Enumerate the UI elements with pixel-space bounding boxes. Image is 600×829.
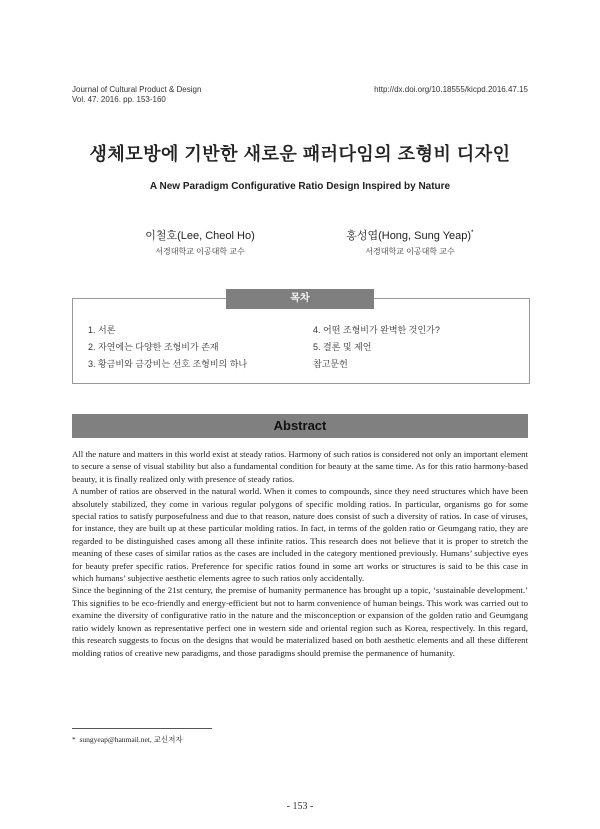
toc-item: 참고문헌 xyxy=(313,359,348,369)
paper-title-english: A New Paradigm Configurative Ratio Design Inspired by Nature xyxy=(149,181,451,192)
page-number: - 153 - xyxy=(286,801,314,812)
toc-item: 5. 결론 및 제언 xyxy=(313,342,372,352)
toc-heading: 목차 xyxy=(226,289,374,309)
toc-item: 3. 황금비와 금강비는 선호 조형비의 하나 xyxy=(88,359,248,369)
toc-item: 2. 자연에는 다양한 조형비가 존재 xyxy=(88,342,219,352)
author-2-name: 홍성엽(Hong, Sung Yeap)* xyxy=(346,229,474,242)
journal-header xyxy=(72,85,201,105)
footnote-divider xyxy=(72,728,212,729)
footnote xyxy=(72,734,183,745)
journal-name: Journal of Cultural Product & Design xyxy=(72,85,202,94)
footnote-mark: * xyxy=(72,735,76,744)
toc-item: 4. 어떤 조형비가 완벽한 것인가? xyxy=(313,325,440,335)
doi-link[interactable]: http://dx.doi.org/10.18555/kicpd.2016.47.15 xyxy=(374,85,528,94)
paper-title-korean: 생체모방에 기반한 새로운 패러다임의 조형비 디자인 xyxy=(89,144,511,164)
footnote-text: sungyeap@hanmail.net, 교신저자 xyxy=(79,735,183,744)
author-1-name: 이철호(Lee, Cheol Ho) xyxy=(145,230,255,242)
author-2-affiliation: 서경대학교 이공대학 교수 xyxy=(365,247,455,256)
journal-volume: Vol. 47. 2016. pp. 153-160 xyxy=(72,95,166,104)
abstract-heading: Abstract xyxy=(72,414,528,438)
corresponding-mark: * xyxy=(471,229,474,237)
author-1-affiliation: 서경대학교 이공대학 교수 xyxy=(155,247,245,256)
toc-item: 1. 서론 xyxy=(88,325,116,335)
abstract-paragraph: All the nature and matters in this world exist at steady ratios. Harmony of such ratios is considered not only an important element to secure a sense of visual stability but also a fundamental condition for beauty at the same time. As for this ratio harmony-based beauty, it is finally realized only with presence of steady ratios. xyxy=(72,449,528,484)
abstract-body xyxy=(72,448,528,659)
abstract-paragraph: Since the beginning of the 21st century, the premise of humanity permanence has brought up a topic, ‘sustainable development.’ This signifies to be eco-friendly and energy-efficient but not to harm convenience of human beings. This work was carried out to examine the diversity of configurative ratio in the nature and the misconception or expansion of the golden ratio and Geumgang ratio widely known as representative perfect one in western side and oriental region such as Korea, respectively. In this regard, this research suggests to focus on the designs that would be materialized based on both aesthetic elements and all these different molding ratios of creative new paradigms, and those paradigms should premise the permanence of humanity. xyxy=(72,585,528,658)
abstract-paragraph: A number of ratios are observed in the natural world. When it comes to compounds, since they need structures which have been absolutely stabilized, they come in various regular polygons of specific molding ratios. In particular, organisms go for some special ratios to satisfy purposefulness and due to that reason, nature does consist of such a diversity of ratios. In case of viruses, for instance, they are built up at these particular molding ratios. In fact, in terms of the golden ratio or Geumgang ratio, they are regarded to be distinguished cases among all these infinite ratios. This research does not believe that it is proper to stretch the meaning of these cases of similar ratios as the cases are included in the category mentioned previously. Humans’ subjective eyes for beauty prefer specific ratios. Preference for specific ratios found in some art works or structures is said to be this case in which humans’ subjective aesthetic elements agree to such ratios only accidentally. xyxy=(72,486,528,584)
